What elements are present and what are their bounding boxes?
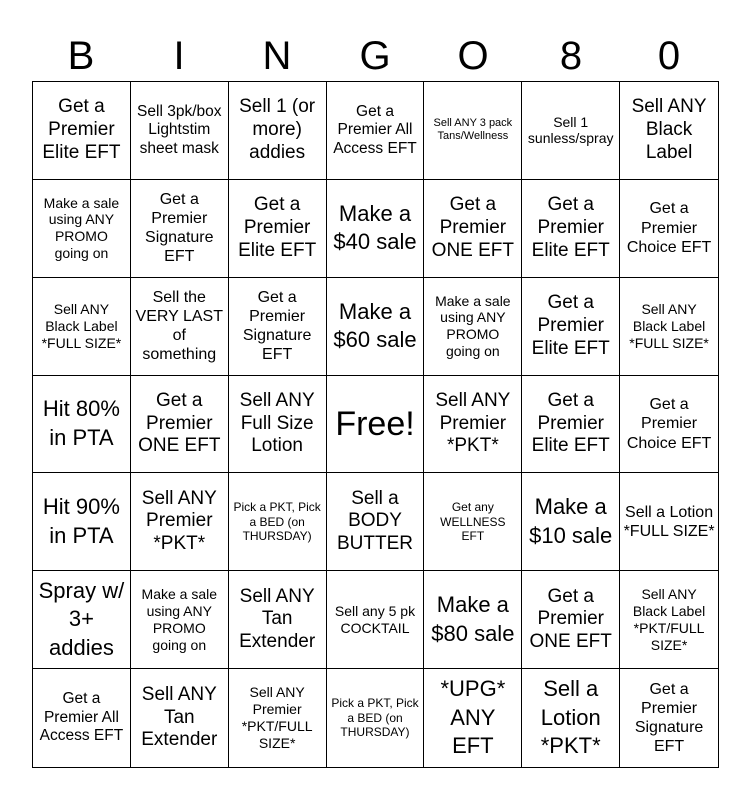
bingo-cell-text: Make a sale using ANY PROMO going on [435,292,511,359]
bingo-cell-text: Sell ANY Full Size Lotion [239,389,315,457]
bingo-cell-text: Get a Premier Elite EFT [531,389,610,457]
bingo-cell[interactable] [522,180,620,278]
bingo-cell[interactable] [229,669,327,767]
bingo-cell[interactable] [522,669,620,767]
bingo-cell[interactable] [33,376,131,474]
bingo-cell[interactable] [620,669,718,767]
bingo-cell-text: Get a Premier Elite EFT [238,194,317,261]
title-letter: G [359,34,391,78]
bingo-cell[interactable] [33,180,131,278]
bingo-cell-text: Make a $80 sale [431,592,515,646]
bingo-cell[interactable] [131,571,229,669]
bingo-cell[interactable] [33,473,131,571]
bingo-cell[interactable] [620,571,718,669]
title-letter: 0 [657,34,681,78]
bingo-cell[interactable] [327,473,425,571]
bingo-cell-text: Sell ANY Black Label *PKT/FULL SIZE* [632,586,706,653]
bingo-cell-text: Get any WELLNESS EFT [440,500,506,544]
title-letter: B [67,34,95,78]
bingo-cell-text: Sell ANY Black Label [631,96,707,163]
bingo-cell[interactable] [327,278,425,376]
bingo-cell-text: Make a $10 sale [529,494,613,548]
bingo-cell-text: Get a Premier Signature EFT [145,190,214,266]
bingo-cell-text: Get a Premier Elite EFT [531,291,610,359]
bingo-cell[interactable] [620,180,718,278]
bingo-cell-text: Sell ANY Tan Extender [141,683,218,751]
bingo-cell-text: Get a Premier All Access EFT [39,690,124,745]
bingo-cell-text: Get a Premier ONE EFT [529,585,612,653]
bingo-cell[interactable] [620,473,718,571]
bingo-cell[interactable] [131,473,229,571]
bingo-title [32,30,720,82]
bingo-cell-text: Make a $60 sale [333,298,417,353]
bingo-cell[interactable] [229,180,327,278]
bingo-cell[interactable] [424,473,522,571]
bingo-cell[interactable] [327,669,425,767]
bingo-cell[interactable] [424,82,522,180]
bingo-cell-text: Sell a BODY BUTTER [336,487,413,555]
bingo-cell-text: Get a Premier Choice EFT [626,396,712,452]
bingo-cell[interactable] [131,82,229,180]
bingo-cell-text: Spray w/ 3+ addies [38,577,125,660]
bingo-cell[interactable] [327,571,425,669]
bingo-cell-text: Pick a PKT, Pick a BED (on THURSDAY) [233,500,321,544]
bingo-cell-text: Sell ANY Premier *PKT* [435,389,511,457]
bingo-cell[interactable] [522,278,620,376]
bingo-cell-text: Make a $40 sale [333,200,417,255]
bingo-cell-text: Get a Premier Elite EFT [531,194,610,261]
bingo-cell-text: Sell a Lotion *PKT* [540,676,601,759]
bingo-cell-text: Get a Premier Elite EFT [42,96,121,163]
bingo-cell-text: Sell a Lotion *FULL SIZE* [623,503,715,540]
bingo-cell[interactable] [522,571,620,669]
bingo-cell[interactable] [131,669,229,767]
bingo-cell[interactable] [620,376,718,474]
bingo-cell[interactable] [229,82,327,180]
bingo-cell[interactable] [229,473,327,571]
bingo-cell-text: Sell ANY 3 pack Tans/Wellness [433,117,513,143]
bingo-cell[interactable] [522,376,620,474]
bingo-cell[interactable] [131,180,229,278]
bingo-cell[interactable] [424,571,522,669]
bingo-cell-text: Get a Premier Signature EFT [634,680,704,756]
bingo-cell-text: Sell any 5 pk COCKTAIL [334,602,416,636]
bingo-cell-text: Sell ANY Black Label *FULL SIZE* [41,300,122,351]
bingo-cell[interactable] [33,82,131,180]
bingo-cell-text: Get a Premier ONE EFT [138,389,221,457]
bingo-cell[interactable] [424,669,522,767]
bingo-cell-text: Sell ANY Premier *PKT* [141,487,217,555]
bingo-cell[interactable] [229,376,327,474]
bingo-cell-text: Get a Premier Signature EFT [242,288,312,364]
bingo-cell[interactable] [522,473,620,571]
title-letter: I [173,34,185,78]
bingo-cell[interactable] [620,82,718,180]
bingo-cell-text: Get a Premier ONE EFT [431,194,515,261]
bingo-grid [32,81,719,768]
bingo-cell-text: Sell 1 sunless/spray [527,113,614,147]
bingo-cell[interactable] [229,278,327,376]
bingo-cell-text: Sell ANY Tan Extender [239,585,316,653]
bingo-cell-text: Make a sale using ANY PROMO going on [43,194,120,262]
bingo-cell-text: Make a sale using ANY PROMO going on [141,586,218,653]
bingo-cell[interactable] [33,669,131,767]
bingo-cell-text: Sell the VERY LAST of something [135,288,223,364]
bingo-cell[interactable] [33,278,131,376]
bingo-cell-text: Sell 3pk/box Lightstim sheet mask [137,102,222,157]
bingo-cell-text: Free! [335,404,415,443]
bingo-cell-text: Hit 80% in PTA [42,396,120,450]
bingo-cell[interactable] [424,180,522,278]
bingo-cell[interactable] [424,278,522,376]
bingo-cell[interactable] [131,278,229,376]
bingo-cell[interactable] [327,82,425,180]
bingo-cell-text: Hit 90% in PTA [42,494,120,548]
title-letter: 8 [559,34,583,78]
bingo-cell[interactable] [327,180,425,278]
bingo-cell-text: *UPG* ANY EFT [440,676,506,759]
title-letter: O [457,34,489,78]
bingo-cell-text: Sell ANY Premier *PKT/FULL SIZE* [241,684,313,751]
bingo-cell-text: Pick a PKT, Pick a BED (on THURSDAY) [331,696,419,740]
bingo-cell[interactable] [424,376,522,474]
bingo-cell[interactable] [522,82,620,180]
bingo-cell-text: Sell 1 (or more) addies [239,96,316,163]
bingo-cell-text: Get a Premier All Access EFT [333,102,417,157]
bingo-cell[interactable] [229,571,327,669]
bingo-cell[interactable] [620,278,718,376]
bingo-cell-text: Get a Premier Choice EFT [626,200,712,256]
bingo-cell[interactable] [131,376,229,474]
bingo-cell[interactable] [33,571,131,669]
title-letter: N [262,34,292,78]
free-space-cell[interactable] [327,376,425,474]
bingo-cell-text: Sell ANY Black Label *FULL SIZE* [629,300,709,351]
